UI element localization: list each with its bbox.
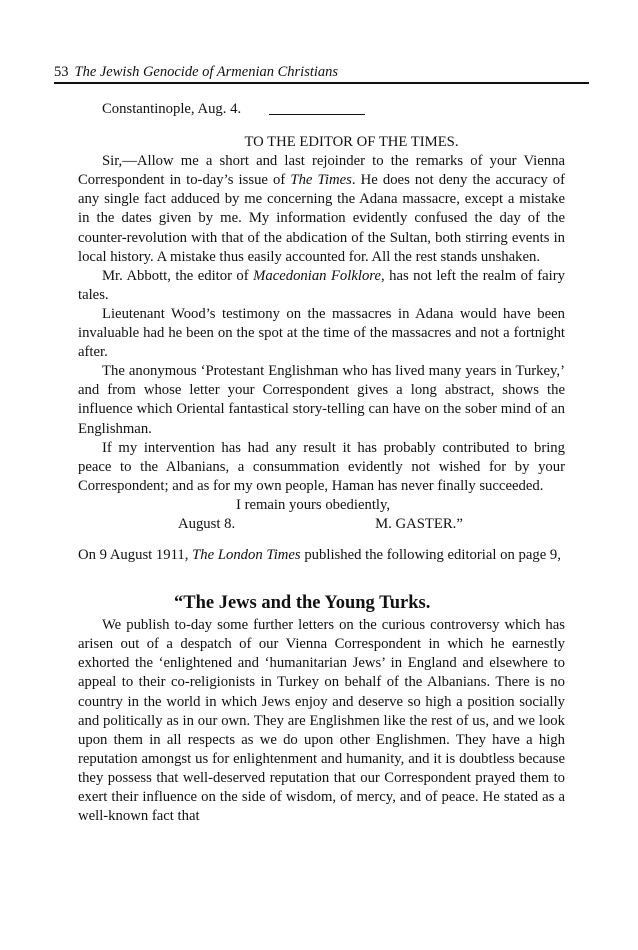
dateline-text: Constantinople, Aug. 4.: [102, 101, 242, 117]
letter-paragraph-4: The anonymous ‘Protestant Englishman who has lived many years in Turkey,’ and from whose letter your Correspondent gives a long abstract, shows the influence which Oriental fantastical story-telling can have on the sober mind of an Englishman.: [78, 363, 565, 437]
signature-name: M. GASTER.”: [375, 515, 463, 532]
running-header: [54, 63, 589, 81]
editorial-intro: [78, 546, 565, 565]
letter-closing: I remain yours obediently,: [236, 496, 391, 513]
article-title: “The Jews and the Young Turks.: [174, 593, 431, 614]
intro-text-end: published the following editorial on page 9,: [300, 547, 561, 564]
letter-p1-text-end: . He does not deny the accuracy of any single fact adduced by me concerning the Adana massacre, except a mistake in the dates given by me. My information evidently confused the day of the counter-revolution with that of the abdication of the Sultan, both stirring events in local history. A mistake thus easily accounted for. All the rest stands unshaken.: [78, 172, 566, 265]
page-body: [78, 100, 565, 826]
letter-p2-text: Mr. Abbott, the editor of: [102, 267, 254, 284]
letter-paragraph-2: [78, 267, 565, 305]
letter-paragraph-1: [78, 152, 565, 267]
letter-p1-italic: The Times: [290, 172, 352, 189]
editor-heading: TO THE EDITOR OF THE TIMES.: [244, 134, 459, 151]
header-rule: [54, 82, 589, 84]
intro-text: On 9 August 1911,: [78, 547, 193, 564]
letter-p2-text-end: , has not left the realm of fairy tales.: [78, 267, 565, 303]
book-title: The Jewish Genocide of Armenian Christians: [74, 64, 339, 80]
signature-date: August 8.: [178, 515, 236, 532]
letter-signature: [78, 515, 565, 534]
letter-paragraph-5: If my intervention has had any result it has probably contributed to bring peace to the Albanians, a consummation evidently not wished for by your Correspondent; and as for my own people, Haman has never finally succeeded.: [78, 439, 565, 494]
dateline-rule: [269, 114, 365, 115]
letter-p1-text: Sir,—Allow me a short and last rejoinder to the remarks of your Vienna Correspondent in to-day’s issue of: [78, 153, 565, 189]
letter-p2-italic: Macedonian Folklore: [253, 267, 381, 284]
letter-paragraph-3: Lieutenant Wood’s testimony on the massacres in Adana would have been invaluable had he been on the spot at the time of the massacres and not a fortnight after.: [78, 305, 565, 361]
article-paragraph-1: We publish to-day some further letters on the curious controversy which has arisen out of a despatch of our Vienna Correspondent in which he earnestly exhorted the ‘enlightened and ‘humanitarian Jews’ in England and elsewhere to appeal to their co-religionists in Turkey on behalf of the Albanians. There is no country in the world in which Jews enjoy and deserve so high a position socially and politically as in our own. They are Englishmen like the rest of us, and we look upon them in all respects as we do upon other Englishmen. They have a high reputation amongst us for enlightenment and humanity, and it is doubtless because they possess that well-deserved reputation that our Correspondent prayed them to exert their influence on the side of wisdom, of mercy, and of peace. He stated as a well-known fact that: [78, 617, 565, 825]
intro-italic: The London Times: [192, 547, 301, 564]
letter-dateline: [78, 100, 565, 119]
page-number: 53: [54, 64, 69, 80]
